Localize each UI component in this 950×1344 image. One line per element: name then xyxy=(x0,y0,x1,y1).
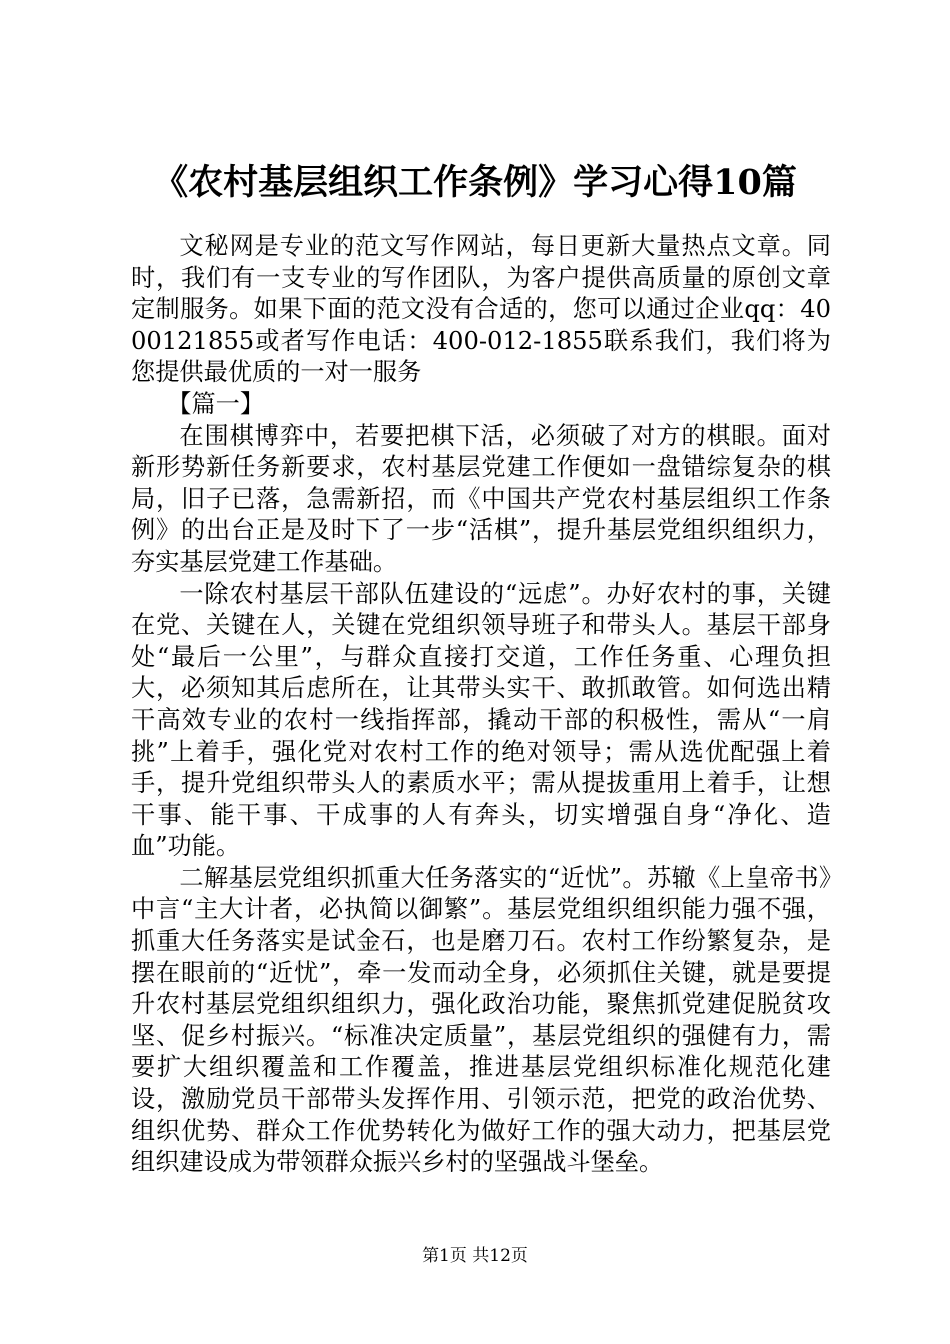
body-paragraph-2: 一除农村基层干部队伍建设的“远虑”。办好农村的事，关键在党、关键在人，关键在党组织领导班子和带头人。基层干部身处“最后一公里”，与群众直接打交道，工作任务重、心理负担大，必须知其后虑所在，让其带头实干、敢抓敢管。如何选出精干高效专业的农村一线指挥部，撬动干部的积极性，需从“一肩挑”上着手，强化党对农村工作的绝对领导；需从选优配强上着手，提升党组织带头人的素质水平；需从提拔重用上着手，让想干事、能干事、干成事的人有奔头，切实增强自身“净化、造血”功能。 xyxy=(131,579,831,861)
document-body xyxy=(131,231,831,1179)
page-footer: 第1页 共12页 xyxy=(422,1246,528,1266)
section-heading: 【篇一】 xyxy=(167,389,265,418)
body-paragraph-3: 二解基层党组织抓重大任务落实的“近忧”。苏辙《上皇帝书》中言“主大计者，必执简以御繁”。基层党组织组织能力强不强，抓重大任务落实是试金石，也是磨刀石。农村工作纷繁复杂，是摆在眼前的“近忧”，牵一发而动全身，必须抓住关键，就是要提升农村基层党组织组织力，强化政治功能，聚焦抓党建促脱贫攻坚、促乡村振兴。“标准决定质量”，基层党组织的强健有力，需要扩大组织覆盖和工作覆盖，推进基层党组织标准化规范化建设，激励党员干部带头发挥作用、引领示范，把党的政治优势、组织优势、群众工作优势转化为做好工作的强大动力，把基层党组织建设成为带领群众振兴乡村的坚强战斗堡垒。 xyxy=(131,863,831,1177)
intro-paragraph: 文秘网是专业的范文写作网站，每日更新大量热点文章。同时，我们有一支专业的写作团队，为客户提供高质量的原创文章定制服务。如果下面的范文没有合适的，您可以通过企业qq：4000121855或者写作电话：400-012-1855联系我们，我们将为您提供最优质的一对一服务 xyxy=(131,232,831,387)
document-title: 《农村基层组织工作条例》学习心得10篇 xyxy=(153,162,797,203)
body-paragraph-1: 在围棋博弈中，若要把棋下活，必须破了对方的棋眼。面对新形势新任务新要求，农村基层党建工作便如一盘错综复杂的棋局，旧子已落，急需新招，而《中国共产党农村基层组织工作条例》的出台正是及时下了一步“活棋”，提升基层党组织组织力，夯实基层党建工作基础。 xyxy=(131,421,831,576)
